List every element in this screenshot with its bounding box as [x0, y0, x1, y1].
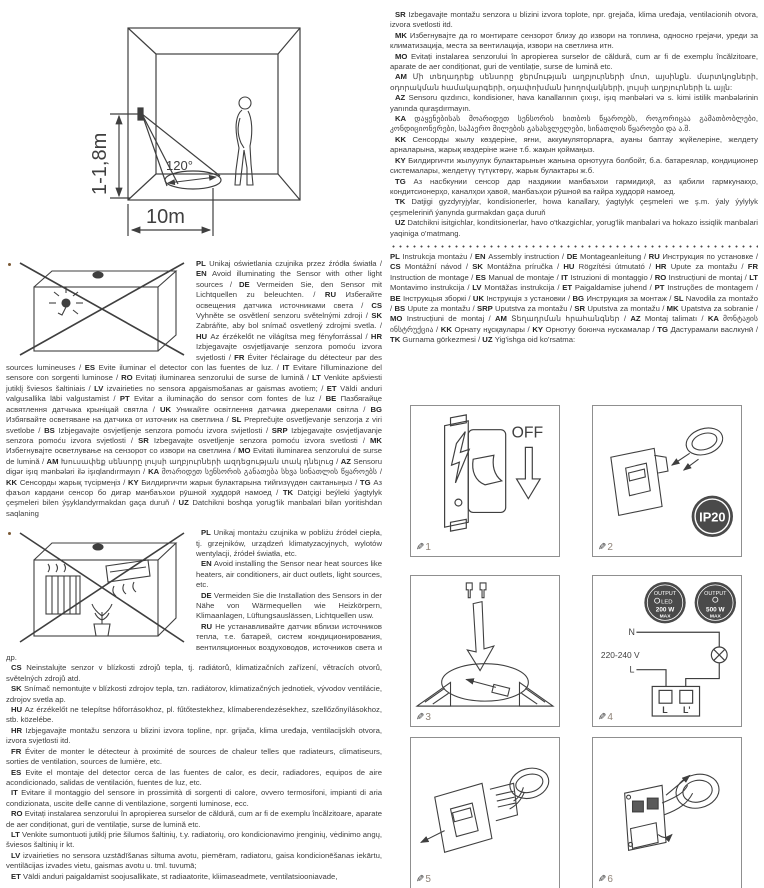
language-paragraph: HR Izbjegavajte montažu senzora u blizini izvora topline, npr. grijača, klima uređaja, ventilacijskih otvora, izvora svjetlosti itd. — [6, 725, 382, 746]
language-paragraph: LV izvairieties no sensora uzstādīšanas siltuma avotu, piemēram, radiatoru, gaisa kondicionēšanas iekārtu, ventilācijas izvades vietu, gaismas avotu u. tml. tuvumā; — [6, 850, 382, 871]
neutral-label: N — [628, 627, 635, 638]
step-label — [598, 712, 613, 723]
svg-text:OUTPUT: OUTPUT — [704, 590, 727, 597]
detection-distance-label: 10m — [146, 206, 185, 228]
lightning-bolt-icon — [452, 432, 470, 483]
svg-text:MAX: MAX — [709, 614, 721, 620]
language-paragraph: UZ Datchikni isitgichlar, konditsionerlar, havo o'tkazgichlar, yorug'lik manbalari va hokazo issiqlik manbalari yaqiniga o'matmang. — [390, 218, 758, 238]
language-paragraph: CS Neinstalujte senzor v blízkosti zdrojů tepla, tj. radiátorů, klimatizačních zařízení, větracích otvorů, světelných zdrojů atd. — [6, 663, 382, 683]
right-column — [390, 10, 758, 346]
language-paragraph: MO Evitați instalarea senzorului în apropierea surselor de căldură, cum ar fi de exemplu încălzitoare, aparate de aer condiționat, guri de ventilație, surse de lumină etc. — [390, 51, 758, 72]
language-paragraph: ES Evite el montaje del detector cerca de las fuentes de calor, es decir, radiadores, equipos de aire acondicionado, salidas de ventilación, fuentes de luz, etc. — [6, 767, 382, 787]
language-paragraph: RO Evitați instalarea senzorului în apropierea surselor de căldură, cum ar fi de exemplu încălzitoare, aparate de aer condiționat, guri de ventilație, surse de lumină etc. — [6, 809, 382, 829]
person-figure — [235, 97, 253, 185]
assembly-instruction-list: PL Instrukcja montażu / EN Assembly instruction / DE Montageanleitung / RU Инструкция по установке / CS Montážní návod / SK Montážna príručka / HU Rögzítési útmutató / HR Upute za montažu / FR Instruction de montage / ES Manual de montaje / IT Istruzioni di montaggio / RO Instrucțiuni de montaj / LT Montavimo instrukcija / LV Montāžas instrukcija / ET Paigaldamise juhend / PT Instruções de montagem / BE Інструкцыя зборкі / UK Інструкція з установки / BG Инструкция за монтаж / SL Navodila za montažo / BS Upute za montažu / SRP Uputstva za montažu / SR Uputstva za montažu / MK Upatstva za sobranie / MO Instrucțiuni de montaj / AM Տեղադրման հրահանգներ / AZ Montaj talimatı / KA მონტაჟის ინსტრუქცია / KK Орнату нұсқаулары / KY Орнотуу боюнча нускамалар / TG Дастурамали васлкунӣ / TK Gurnama görkezmesi / UZ Yig'ishga oid ko'rsatma: — [390, 251, 759, 345]
pencil-icon: ✎ — [416, 712, 425, 723]
radiator-icon — [46, 564, 80, 614]
no-light-sources-icon — [18, 261, 186, 357]
language-paragraph: FR Éviter de monter le détecteur à proximité de sources de chaleur telles que radiateurs, climatiseurs, sorties de ventilation, sources de lumière, etc. — [6, 746, 382, 767]
language-paragraph: IT Evitare il montaggio del sensore in prossimità di sorgenti di calore, ovvero termosifoni, impianti di aria condizionata, uscite delle canne di ventilazione, sorgenti luminose, ecc. — [6, 788, 383, 808]
left-column — [6, 2, 382, 882]
avoid-heat-section-left — [6, 528, 382, 882]
step-label — [416, 874, 431, 885]
down-arrow-icon — [467, 602, 494, 671]
svg-text:MAX: MAX — [659, 614, 671, 620]
mounting-height-label: 1-1,8m — [89, 132, 111, 195]
step-3-panel — [410, 575, 560, 727]
step-label — [598, 874, 613, 885]
live-label: L — [629, 664, 635, 675]
down-arrow-icon — [517, 447, 541, 498]
language-paragraph: SK Snímač nemontujte v blízkosti zdrojov tepla, tzn. radiátorov, klimatizačných jednotiek, vývodov ventilácie, zdrojov svetla ap. — [6, 684, 382, 704]
bullet-dot — [8, 263, 11, 266]
remove-sensor-icon — [593, 408, 741, 540]
language-paragraph: LT Venkite sumontuoti jutiklį prie šilumos šaltinių, t.y. radiatorių, oro kondicionavimo įrenginių, vėdinimo angų, šviesos šaltinių ir kt. — [6, 829, 383, 850]
language-paragraph: SR Izbegavajte montažu senzora u blizini izvora toplote, npr. grejača, klima uređaja, ventilacionih otvora, izvora svetlosti itd. — [390, 10, 758, 30]
pencil-icon: ✎ — [416, 874, 425, 885]
step-number: 2 — [607, 542, 613, 553]
language-paragraph: ET Väldi anduri paigaldamist soojusallikate, st radiaatorite, kliimaseadmete, ventilatsiooniavade, — [11, 871, 338, 881]
pencil-icon: ✎ — [416, 542, 425, 553]
svg-text:LED: LED — [661, 599, 673, 606]
language-paragraph: HU Az érzékelőt ne telepítse hőforrásokhoz, pl. fűtőtestekhez, klímaberendezésekhez, szellőzőnyílásokhoz, stb. közelébe. — [6, 705, 382, 725]
step-6-panel — [592, 737, 742, 888]
terminal-l-prime-label: L' — [682, 705, 691, 716]
pencil-icon: ✎ — [598, 712, 607, 723]
avoid-light-text: PL Unikaj oświetlania czujnika przez źródła światła / EN Avoid illuminating the Sensor with other light sources / DE Vermeiden Sie, den Sensor mit Lichtquellen zu beleuchten. / RU Избегайте освещения датчика источниками света / CS Vyhněte se osvětlení senzoru světelnými zdroji / SK Zabráňte, aby bol snímač osvetlený zdrojmi svetla. / HU Az érzékelőt ne világítsa meg fényforrással / HR Izbjegavajte osvjetljavanje senzora pomoću izvora svjetlosti / FR Éviter l'éclairage du détecteur par des sources lumineuses / ES Evite iluminar el detector con las fuentes de luz. / IT Evitare l'illuminazione del sensore con sorgenti luminose / RO Evitați iluminarea senzorului de surse de lumină / LT Venkite apšviesti jutiklį šviesos šaltiniais / LV izvairieties no sensora apgaismošanas ar gaismas avotiem; / ET Väldi anduri valgusallika läbi valgustamist / PT Evitar a iluminação do sensor com fontes de luz / BE Пазбягайце асвятлення датчыка крыніцай святла / UK Уникайте освітлення датчика джерелами світла / BG Избягвайте осветяване на датчика от източник на светлина / SL Preprečujte osvetljevanje senzorja z viri svetlobe / BS Izbjegavajte osvjetljenje senzora pomoću izvora svijetlosti / SRP Izbjegavajte osvjetljavanje senzora pomoću izvora svjetlosti / SR Izbegavajte osvetljenje senzora pomoću izvora svetlosti / MK Избегнувајте осветлување на сензорот со извори на светлина / MO Evitati iluminarea senzorului de surse de lumină / AM Խուսափեք սենսորը լույսի աղբյուրների ազդեցության տակ դնելուց / AZ Sensoru digər işıq mənbələri ilə işıqlandırmayın / KA მოარიდეთ სენსორის განათება სხვა სინათლის წყაროებს / KK Сенсорды жарық түсірмеңіз / KY Билдиргичти жарык булактарына тийгизүүдөн сактаныңыз / TG Аз фаъол кардани сенсор бо дигар манбаъхои рӯшной худдорӣ намоед / TK Datçigi beýleki ýagtylyk çeşmeleri bilen ýşyklandyrmakdan gaça duruň / UZ Datchikni boshqa yorug'lik manbalari bilan yoritishdan saqlaning — [6, 259, 383, 518]
language-paragraph: TG Аз насбкунии сенсор дар наздикии манбаъхои гармидиҳӣ, аз қабили гармкунакҳо, кондитсионерҳо, каналҳои ҳавоӣ, манбаъҳои рӯшноӣ ва ғайра худдорӣ намоед. — [390, 176, 758, 196]
step-5-panel — [410, 737, 560, 888]
svg-text:200 W: 200 W — [655, 606, 675, 614]
ip-rating-label: IP20 — [699, 509, 726, 525]
insert-wires-icon — [411, 578, 559, 710]
angle-label: 120° — [166, 158, 193, 173]
step-label — [416, 542, 431, 553]
step-number: 5 — [425, 874, 431, 885]
ip20-badge — [692, 496, 733, 537]
step-label — [416, 712, 431, 723]
step-1-panel — [410, 405, 560, 557]
detection-range-diagram — [6, 2, 382, 248]
language-paragraph: MK Избегнувајте да го монтирате сензорот близу до извори на топлина, односно грејачи, уреди за климатизација, места за вентилација, извори на светлина итн. — [390, 30, 758, 51]
language-paragraph: PL Unikaj montażu czujnika w pobliżu źródeł ciepła, tj. grzejników, urządzeń klimatyzacyjnych, wylotów wentylacji, źródeł światła, etc. — [196, 528, 382, 558]
language-paragraph: RU Не устанавливайте датчик вблизи источников тепла, т.е. батарей, систем кондиционирования, вентиляционных воздуховодов, источников света и др. — [6, 621, 382, 663]
language-paragraph: DE Vermeiden Sie die Installation des Sensors in der Nähe von Wärmequellen wie Heizkörpern, Klimaanlagen, Lüftungsauslässen, Lichtquellen usw. — [196, 590, 382, 621]
plant-icon — [92, 604, 112, 636]
svg-text:500 W: 500 W — [706, 606, 725, 614]
voltage-label: 220-240 V — [600, 649, 640, 660]
mount-module-icon — [593, 740, 741, 872]
svg-text:OUTPUT: OUTPUT — [653, 590, 677, 597]
output-led-badge — [644, 582, 685, 623]
avoid-light-section — [6, 259, 382, 519]
faceplate-removal-icon — [411, 740, 559, 872]
language-paragraph: KY Билдиргичти жылуулук булактарынын жанына орнотууга болбойт, б.а. батареялар, кондиционер системалары, желдетүү түтүктөрү, жарык булактары ж.б. — [390, 155, 758, 176]
avoid-heat-section-right — [390, 10, 758, 239]
dotted-separator — [390, 245, 758, 248]
off-label: OFF — [511, 424, 544, 442]
flashlight-icon — [49, 287, 83, 315]
step-number: 6 — [607, 874, 613, 885]
breaker-off-icon — [411, 408, 559, 540]
language-paragraph: AM Մի տեղադրեք սենսորը ջերմության աղբյուրների մոտ, այսինքն. մարտկոցների, օդորակման համակարգերի, օդափոխման խողովակների, լույսի աղբյուրների և այլն: — [390, 72, 758, 92]
language-paragraph: AZ Sensoru qızdırıcı, kondisioner, hava kanallarının çıxışı, işıq mənbələri və s. kimi istilik mənbələrinin yanında quraşdırmayın. — [390, 93, 758, 113]
language-paragraph: TK Datjigi gyzdyryjylar, kondisionerler, howa kanallary, ýagtylyk çeşmeleri we ş.m. ýaly ýylylyk çeşmeleriniň ýanynda gurmakdan gaça duruň — [390, 197, 758, 217]
pencil-icon: ✎ — [598, 542, 607, 553]
step-4-panel — [592, 575, 742, 727]
step-label — [598, 542, 613, 553]
step-2-panel — [592, 405, 742, 557]
step-number: 4 — [607, 712, 613, 723]
terminal-l-label: L — [662, 705, 668, 716]
no-heat-sources-icon — [18, 530, 186, 644]
wiring-diagram — [593, 578, 741, 718]
pencil-icon: ✎ — [598, 874, 607, 885]
wire-ferrule-icon — [466, 583, 486, 598]
step-number: 1 — [425, 542, 431, 553]
output-bulb-badge — [695, 582, 736, 623]
language-paragraph: KK Сенсорды жылу көздеріне, яғни, аккумуляторларға, ауаны баптау жүйелеріне, желдету арналарына, жарық көздеріне және т.б. жақын қоймаңыз. — [390, 134, 758, 155]
language-paragraph: KA დაყენებისას მოარიდეთ სენსორის სითბოს წყაროებს, როგორიცაა გამათბობლები, კონდიციონერები, საჰაერო მილების გასასვლელები, სინათლის წყაროები და ა.შ. — [390, 114, 758, 134]
step-number: 3 — [425, 712, 431, 723]
air-conditioner-icon — [106, 560, 150, 596]
language-paragraph: EN Avoid installing the Sensor near heat sources like heaters, air conditioners, air duct outlets, light sources, etc. — [196, 559, 382, 590]
